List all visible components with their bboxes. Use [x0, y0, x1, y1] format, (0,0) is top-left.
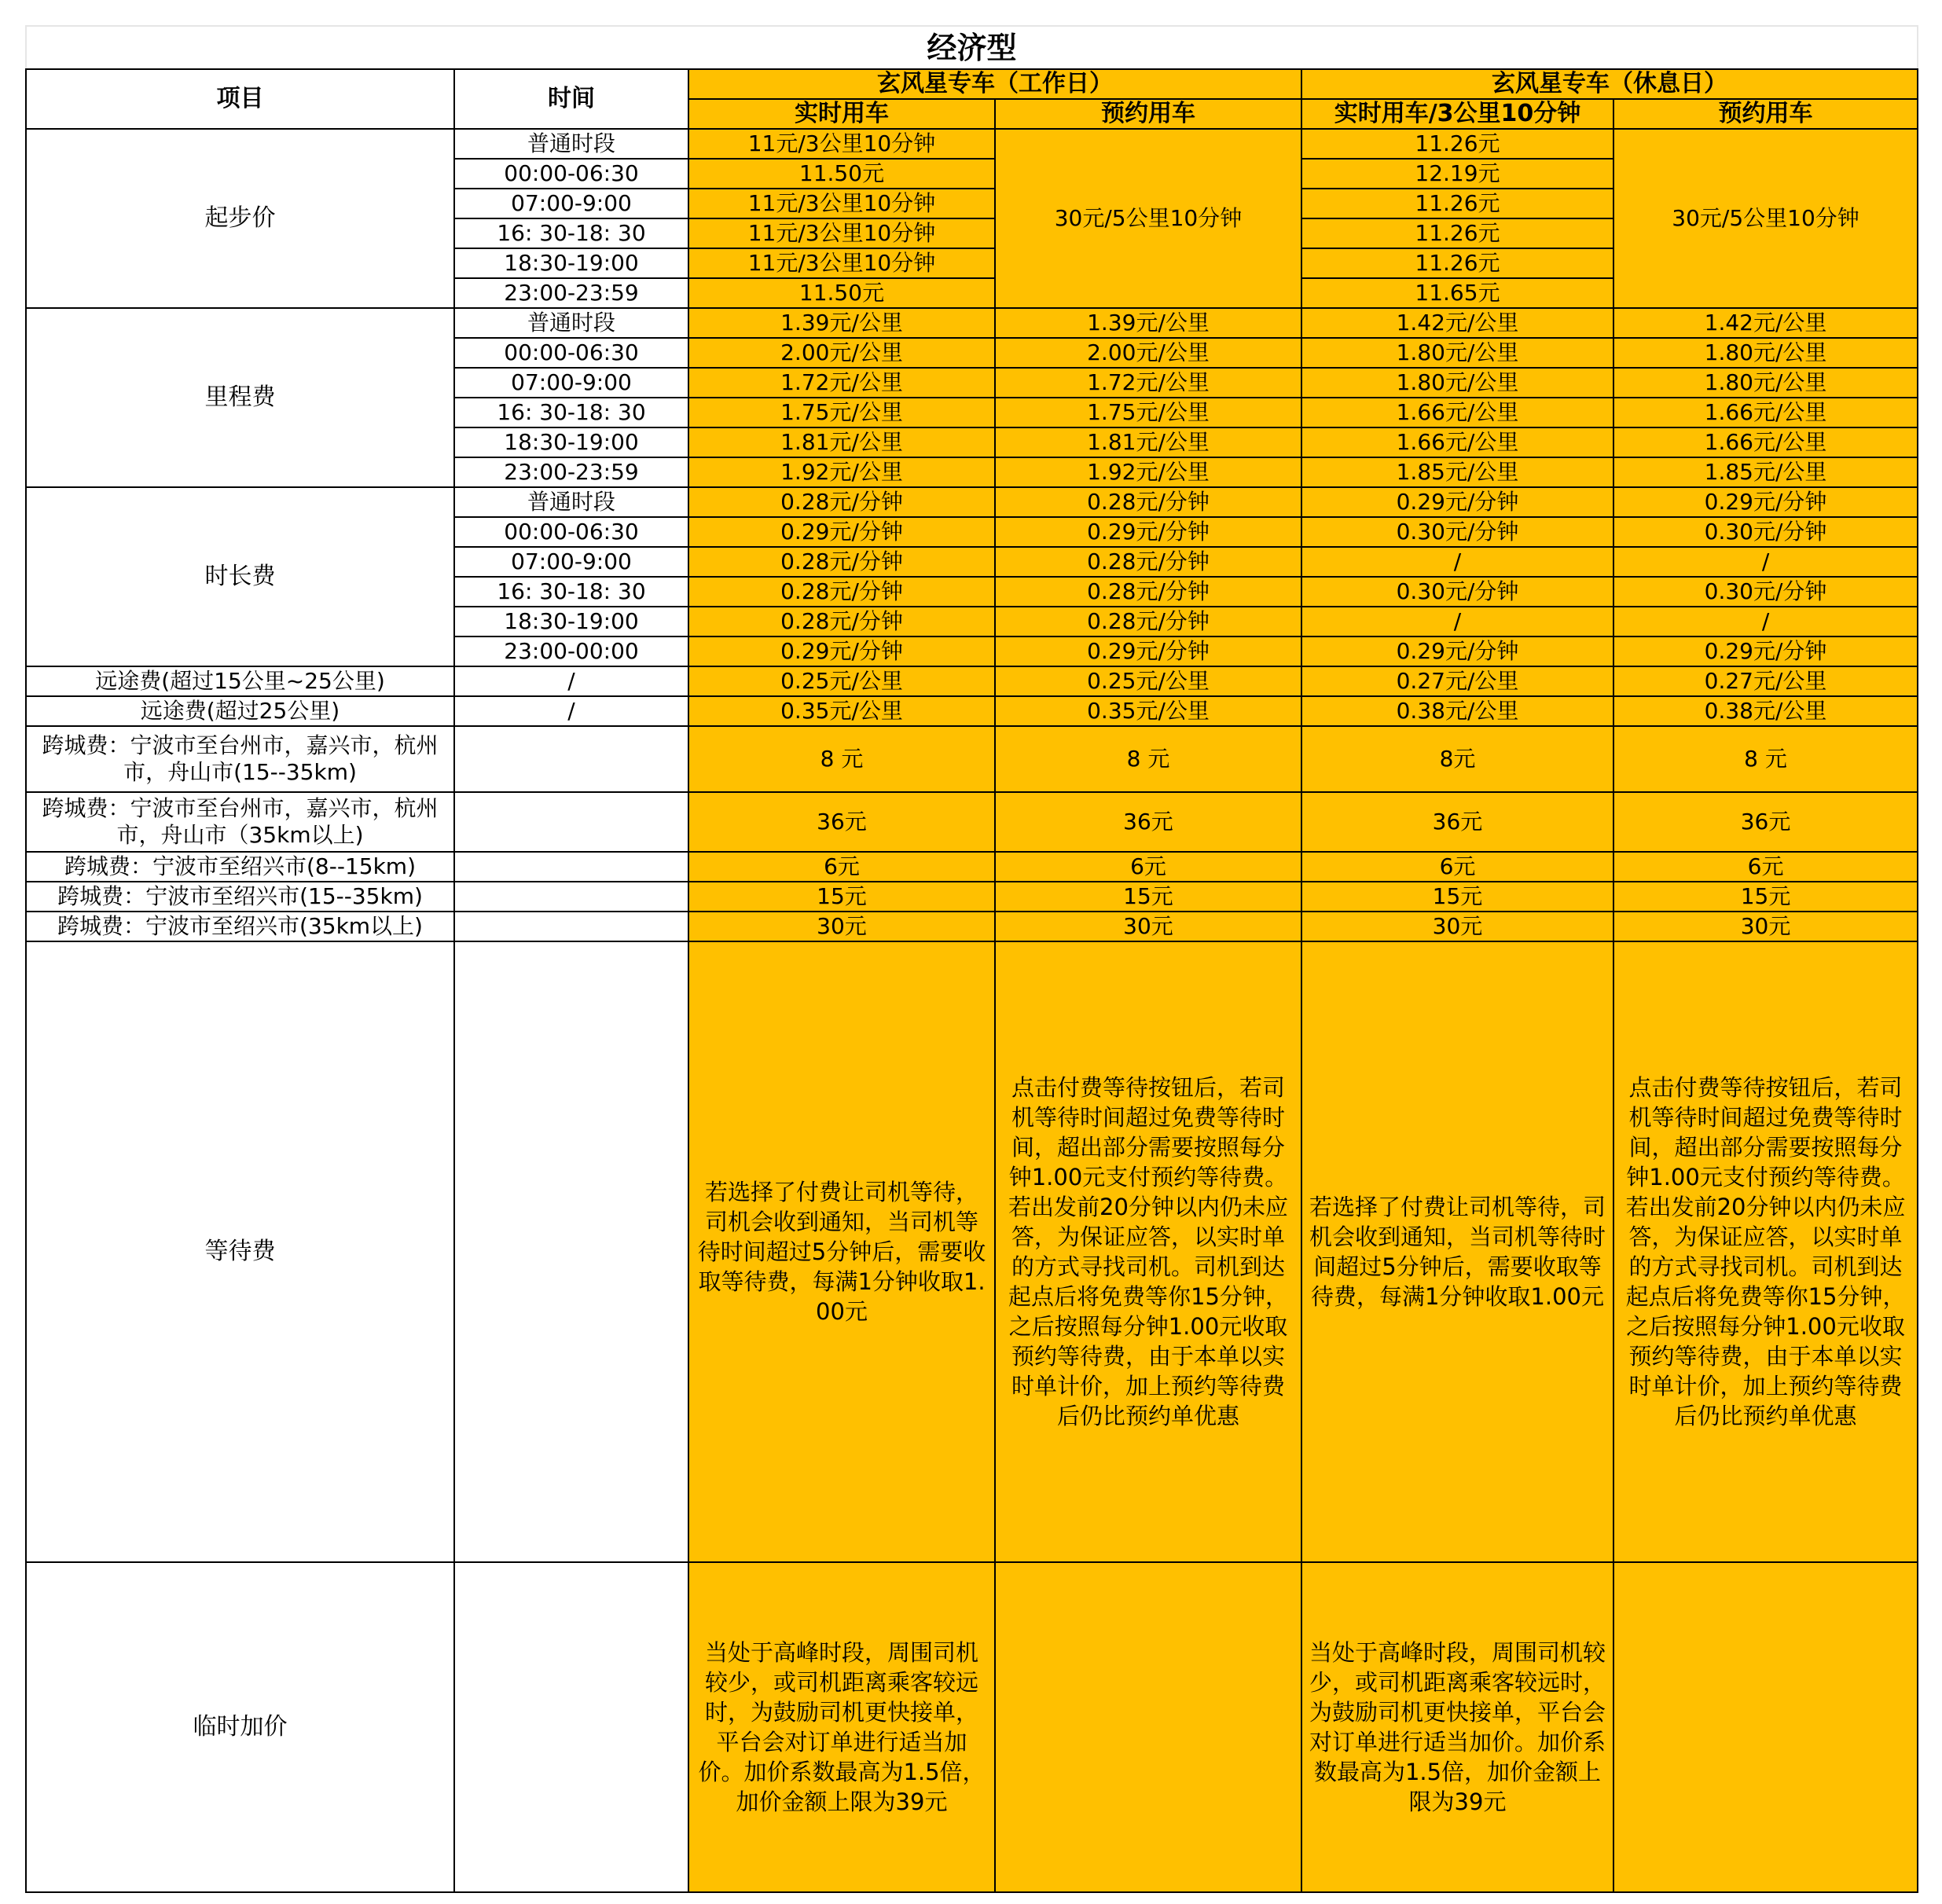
time-cell: /	[454, 696, 688, 726]
value-cell: 0.29元/分钟	[995, 517, 1301, 547]
value-cell: /	[1301, 547, 1613, 577]
row-label-surcharge: 临时加价	[26, 1562, 454, 1892]
value-cell: 0.29元/分钟	[1301, 637, 1613, 666]
value-cell: 1.72元/公里	[688, 368, 995, 398]
value-cell: /	[1613, 547, 1918, 577]
value-cell: 11.26元	[1301, 189, 1613, 218]
value-cell: 36元	[688, 792, 995, 852]
time-cell: 18:30-19:00	[454, 427, 688, 457]
value-cell: 1.72元/公里	[995, 368, 1301, 398]
row-label-start-fare: 起步价	[26, 129, 454, 308]
header-workday-reserve: 预约用车	[995, 99, 1301, 129]
value-cell: 1.92元/公里	[688, 457, 995, 487]
time-cell	[454, 912, 688, 941]
time-cell: 23:00-23:59	[454, 278, 688, 308]
header-holiday-realtime: 实时用车/3公里10分钟	[1301, 99, 1613, 129]
time-cell	[454, 941, 688, 1562]
time-cell: 普通时段	[454, 308, 688, 338]
value-cell: 8 元	[688, 726, 995, 792]
row-label-duration: 时长费	[26, 487, 454, 666]
value-cell: 1.81元/公里	[995, 427, 1301, 457]
header-workday-realtime: 实时用车	[688, 99, 995, 129]
time-cell: 23:00-23:59	[454, 457, 688, 487]
time-cell: 18:30-19:00	[454, 607, 688, 637]
value-cell: 15元	[1301, 882, 1613, 912]
time-cell: 16: 30-18: 30	[454, 398, 688, 427]
row-label-cross-city: 跨城费：宁波市至绍兴市(35km以上)	[26, 912, 454, 941]
value-cell: 0.25元/公里	[995, 666, 1301, 696]
time-cell: 07:00-9:00	[454, 368, 688, 398]
value-cell: 1.39元/公里	[688, 308, 995, 338]
value-cell: 36元	[995, 792, 1301, 852]
value-cell: 1.80元/公里	[1301, 368, 1613, 398]
value-cell: 2.00元/公里	[688, 338, 995, 368]
value-cell: 11元/3公里10分钟	[688, 129, 995, 159]
value-cell: 11元/3公里10分钟	[688, 248, 995, 278]
value-cell: 0.28元/分钟	[688, 577, 995, 607]
header-holiday-group: 玄风星专车（休息日）	[1301, 69, 1918, 99]
value-cell: 11元/3公里10分钟	[688, 189, 995, 218]
time-cell: 16: 30-18: 30	[454, 218, 688, 248]
waiting-fee-holiday-realtime: 若选择了付费让司机等待，司机会收到通知，当司机等待时间超过5分钟后，需要收取等待费，每满1分钟收取1.00元	[1301, 941, 1613, 1562]
header-workday-group: 玄风星专车（工作日）	[688, 69, 1301, 99]
value-cell: 30元/5公里10分钟	[995, 129, 1301, 308]
value-cell: 0.29元/分钟	[1613, 637, 1918, 666]
time-cell	[454, 852, 688, 882]
value-cell: 1.66元/公里	[1613, 398, 1918, 427]
value-cell: 1.42元/公里	[1613, 308, 1918, 338]
time-cell: 16: 30-18: 30	[454, 577, 688, 607]
waiting-fee-holiday-reserve: 点击付费等待按钮后，若司机等待时间超过免费等待时间，超出部分需要按照每分钟1.00元支付预约等待费。若出发前20分钟以内仍未应答，为保证应答，以实时单的方式寻找司机。司机到达起点后将免费等你15分钟，之后按照每分钟1.00元收取预约等待费，由于本单以实时单计价，加上预约等待费后仍比预约单优惠	[1613, 941, 1918, 1562]
row-label-cross-city: 跨城费：宁波市至绍兴市(15--35km)	[26, 882, 454, 912]
value-cell: 30元	[1301, 912, 1613, 941]
time-cell: 07:00-9:00	[454, 189, 688, 218]
value-cell: 11.50元	[688, 159, 995, 189]
value-cell: 6元	[1301, 852, 1613, 882]
time-cell	[454, 882, 688, 912]
value-cell: 1.80元/公里	[1301, 338, 1613, 368]
row-label-cross-city: 跨城费：宁波市至绍兴市(8--15km)	[26, 852, 454, 882]
waiting-fee-workday-realtime: 若选择了付费让司机等待，司机会收到通知，当司机等待时间超过5分钟后，需要收取等待费，每满1分钟收取1.00元	[688, 941, 995, 1562]
value-cell: 8元	[1301, 726, 1613, 792]
header-time: 时间	[454, 69, 688, 129]
time-cell: 00:00-06:30	[454, 338, 688, 368]
value-cell: 0.38元/公里	[1613, 696, 1918, 726]
value-cell: 11.65元	[1301, 278, 1613, 308]
row-label-cross-city: 跨城费：宁波市至台州市，嘉兴市，杭州市，舟山市（35km以上)	[26, 792, 454, 852]
surcharge-workday-reserve	[995, 1562, 1301, 1892]
time-cell: 00:00-06:30	[454, 159, 688, 189]
value-cell: 6元	[1613, 852, 1918, 882]
fare-table	[25, 25, 1918, 1893]
row-label-cross-city: 跨城费：宁波市至台州市，嘉兴市，杭州市，舟山市(15--35km)	[26, 726, 454, 792]
value-cell: 0.28元/分钟	[995, 577, 1301, 607]
time-cell: /	[454, 666, 688, 696]
value-cell: 0.38元/公里	[1301, 696, 1613, 726]
value-cell: 12.19元	[1301, 159, 1613, 189]
header-holiday-reserve: 预约用车	[1613, 99, 1918, 129]
row-label-long-distance: 远途费(超过25公里)	[26, 696, 454, 726]
value-cell: 1.66元/公里	[1301, 427, 1613, 457]
value-cell: 0.29元/分钟	[688, 517, 995, 547]
value-cell: 1.39元/公里	[995, 308, 1301, 338]
value-cell: 0.28元/分钟	[688, 487, 995, 517]
value-cell: 30元	[688, 912, 995, 941]
waiting-fee-workday-reserve: 点击付费等待按钮后，若司机等待时间超过免费等待时间，超出部分需要按照每分钟1.00元支付预约等待费。若出发前20分钟以内仍未应答，为保证应答，以实时单的方式寻找司机。司机到达起点后将免费等你15分钟，之后按照每分钟1.00元收取预约等待费，由于本单以实时单计价，加上预约等待费后仍比预约单优惠	[995, 941, 1301, 1562]
surcharge-holiday-realtime: 当处于高峰时段，周围司机较少，或司机距离乘客较远时，为鼓励司机更快接单，平台会对订单进行适当加价。加价系数最高为1.5倍，加价金额上限为39元	[1301, 1562, 1613, 1892]
value-cell: 15元	[1613, 882, 1918, 912]
value-cell: 0.28元/分钟	[995, 607, 1301, 637]
value-cell: 30元/5公里10分钟	[1613, 129, 1918, 308]
value-cell: 11.26元	[1301, 218, 1613, 248]
time-cell: 07:00-9:00	[454, 547, 688, 577]
row-label-waiting-fee: 等待费	[26, 941, 454, 1562]
value-cell: 1.80元/公里	[1613, 368, 1918, 398]
time-cell	[454, 726, 688, 792]
value-cell: 1.85元/公里	[1301, 457, 1613, 487]
surcharge-holiday-reserve	[1613, 1562, 1918, 1892]
value-cell: 0.27元/公里	[1301, 666, 1613, 696]
value-cell: 0.35元/公里	[995, 696, 1301, 726]
time-cell: 23:00-00:00	[454, 637, 688, 666]
table-title: 经济型	[26, 26, 1918, 69]
value-cell: /	[1301, 607, 1613, 637]
value-cell: 0.29元/分钟	[1301, 487, 1613, 517]
surcharge-workday-realtime: 当处于高峰时段，周围司机较少，或司机距离乘客较远时，为鼓励司机更快接单，平台会对订单进行适当加价。加价系数最高为1.5倍，加价金额上限为39元	[688, 1562, 995, 1892]
value-cell: 1.42元/公里	[1301, 308, 1613, 338]
value-cell: 30元	[995, 912, 1301, 941]
value-cell: 0.35元/公里	[688, 696, 995, 726]
value-cell: 11.50元	[688, 278, 995, 308]
value-cell: 0.29元/分钟	[688, 637, 995, 666]
value-cell: 0.27元/公里	[1613, 666, 1918, 696]
value-cell: 30元	[1613, 912, 1918, 941]
value-cell: 1.85元/公里	[1613, 457, 1918, 487]
value-cell: 8 元	[995, 726, 1301, 792]
value-cell: 6元	[995, 852, 1301, 882]
header-item: 项目	[26, 69, 454, 129]
row-label-mileage: 里程费	[26, 308, 454, 487]
value-cell: 1.80元/公里	[1613, 338, 1918, 368]
value-cell: 0.28元/分钟	[995, 487, 1301, 517]
value-cell: 36元	[1613, 792, 1918, 852]
value-cell: 0.28元/分钟	[995, 547, 1301, 577]
value-cell: 0.30元/分钟	[1301, 517, 1613, 547]
value-cell: 0.29元/分钟	[1613, 487, 1918, 517]
value-cell: 11.26元	[1301, 248, 1613, 278]
time-cell: 00:00-06:30	[454, 517, 688, 547]
value-cell: 15元	[688, 882, 995, 912]
time-cell	[454, 1562, 688, 1892]
time-cell: 18:30-19:00	[454, 248, 688, 278]
value-cell: 2.00元/公里	[995, 338, 1301, 368]
value-cell: 0.30元/分钟	[1613, 577, 1918, 607]
value-cell: 1.92元/公里	[995, 457, 1301, 487]
value-cell: 11.26元	[1301, 129, 1613, 159]
value-cell: 1.66元/公里	[1301, 398, 1613, 427]
value-cell: 36元	[1301, 792, 1613, 852]
value-cell: 6元	[688, 852, 995, 882]
value-cell: 1.66元/公里	[1613, 427, 1918, 457]
value-cell: 11元/3公里10分钟	[688, 218, 995, 248]
time-cell: 普通时段	[454, 487, 688, 517]
value-cell: 8 元	[1613, 726, 1918, 792]
value-cell: 1.75元/公里	[688, 398, 995, 427]
value-cell: 15元	[995, 882, 1301, 912]
value-cell: 0.29元/分钟	[995, 637, 1301, 666]
value-cell: 0.25元/公里	[688, 666, 995, 696]
time-cell: 普通时段	[454, 129, 688, 159]
value-cell: 0.28元/分钟	[688, 547, 995, 577]
value-cell: 1.81元/公里	[688, 427, 995, 457]
row-label-long-distance: 远途费(超过15公里~25公里)	[26, 666, 454, 696]
value-cell: 0.28元/分钟	[688, 607, 995, 637]
value-cell: 1.75元/公里	[995, 398, 1301, 427]
time-cell	[454, 792, 688, 852]
value-cell: /	[1613, 607, 1918, 637]
value-cell: 0.30元/分钟	[1613, 517, 1918, 547]
value-cell: 0.30元/分钟	[1301, 577, 1613, 607]
